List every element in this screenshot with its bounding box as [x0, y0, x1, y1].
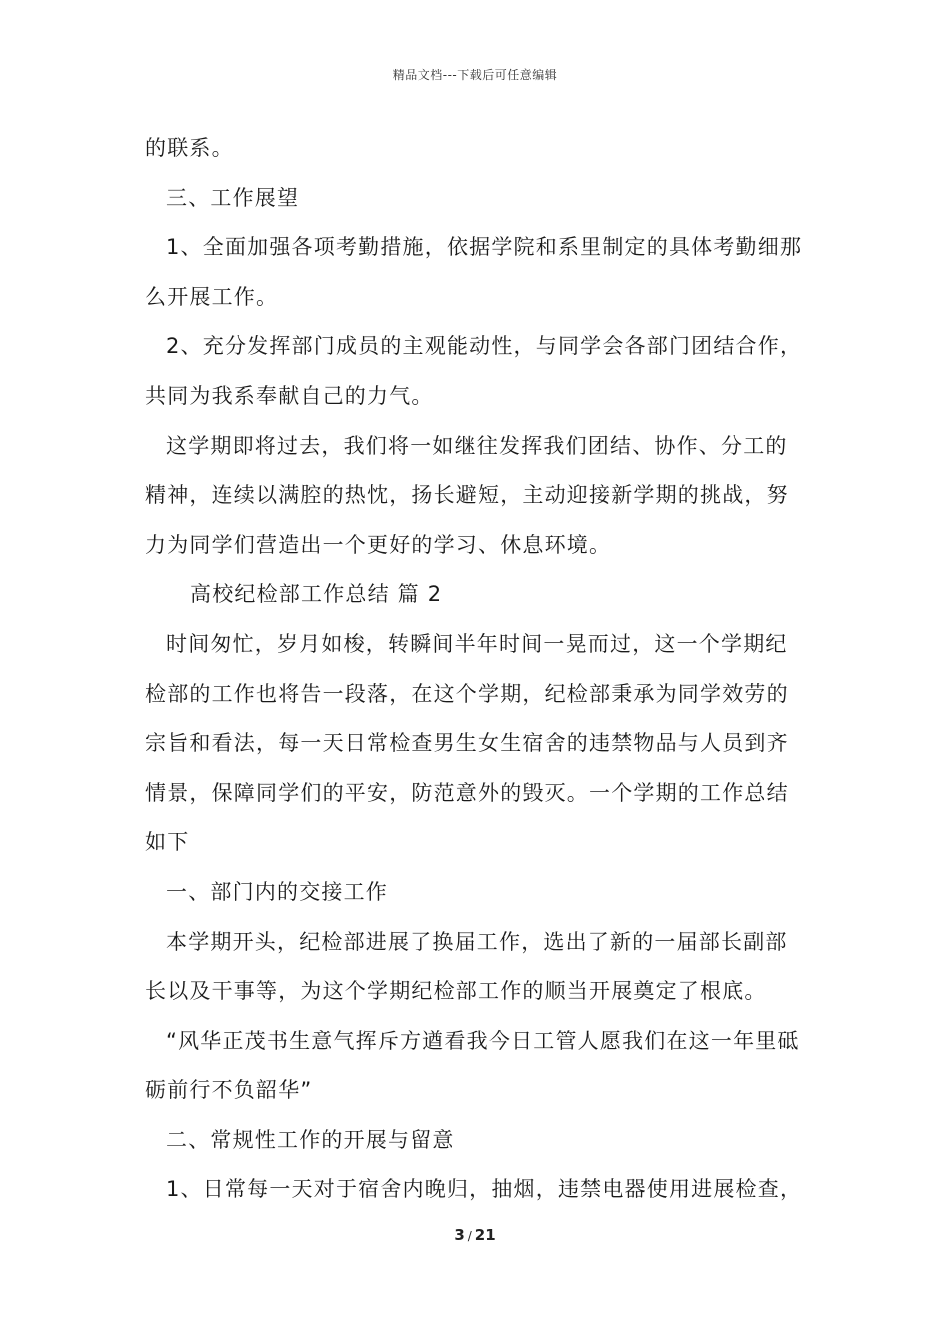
total-pages: 21: [474, 1226, 496, 1244]
text-line: 精神，连续以满腔的热忱，扬长避短，主动迎接新学期的挑战，努: [145, 483, 789, 508]
text-line: 1、日常每一天对于宿舍内晚归，抽烟，违禁电器使用进展检查，: [166, 1177, 803, 1202]
text-line: 么开展工作。: [145, 284, 279, 309]
current-page: 3: [454, 1226, 465, 1244]
text-line: 2、充分发挥部门成员的主观能动性，与同学会各部门团结合作，: [166, 334, 803, 359]
text-line: 宗旨和看法，每一天日常检查男生女生宿舍的违禁物品与人员到齐: [145, 731, 789, 756]
page-number: [0, 1226, 950, 1244]
page-header: 精品文档---下载后可任意编辑: [392, 68, 558, 82]
text-line: “风华正茂书生意气挥斥方遒看我今日工管人愿我们在这一年里砥: [166, 1028, 800, 1053]
text-line: 如下: [145, 830, 190, 855]
page-separator: /: [467, 1229, 472, 1243]
text-line: 共同为我系奉献自己的力气。: [145, 383, 434, 408]
text-line: 长以及干事等，为这个学期纪检部工作的顺当开展奠定了根底。: [145, 979, 767, 1004]
text-line: 本学期开头，纪检部进展了换届工作，选出了新的一届部长副部: [166, 929, 788, 954]
text-line: 情景，保障同学们的平安，防范意外的毁灭。一个学期的工作总结: [145, 780, 789, 805]
text-line: 的联系。: [145, 136, 234, 160]
article-title: 高校纪检部工作总结 篇 2: [190, 582, 443, 607]
text-line: 这学期即将过去，我们将一如继往发挥我们团结、协作、分工的: [166, 433, 788, 458]
section-heading: 三、工作展望: [166, 185, 300, 210]
text-line: 力为同学们营造出一个更好的学习、休息环境。: [145, 532, 612, 557]
text-line: 1、全面加强各项考勤措施，依据学院和系里制定的具体考勤细那: [166, 235, 803, 260]
section-heading: 一、部门内的交接工作: [166, 879, 388, 904]
text-line: 砺前行不负韶华”: [145, 1078, 313, 1103]
section-heading: 二、常规性工作的开展与留意: [166, 1127, 455, 1152]
text-line: 时间匆忙，岁月如梭，转瞬间半年时间一晃而过，这一个学期纪: [166, 631, 788, 656]
text-line: 检部的工作也将告一段落，在这个学期，纪检部秉承为同学效劳的: [145, 681, 789, 706]
document-body: [145, 128, 810, 1219]
